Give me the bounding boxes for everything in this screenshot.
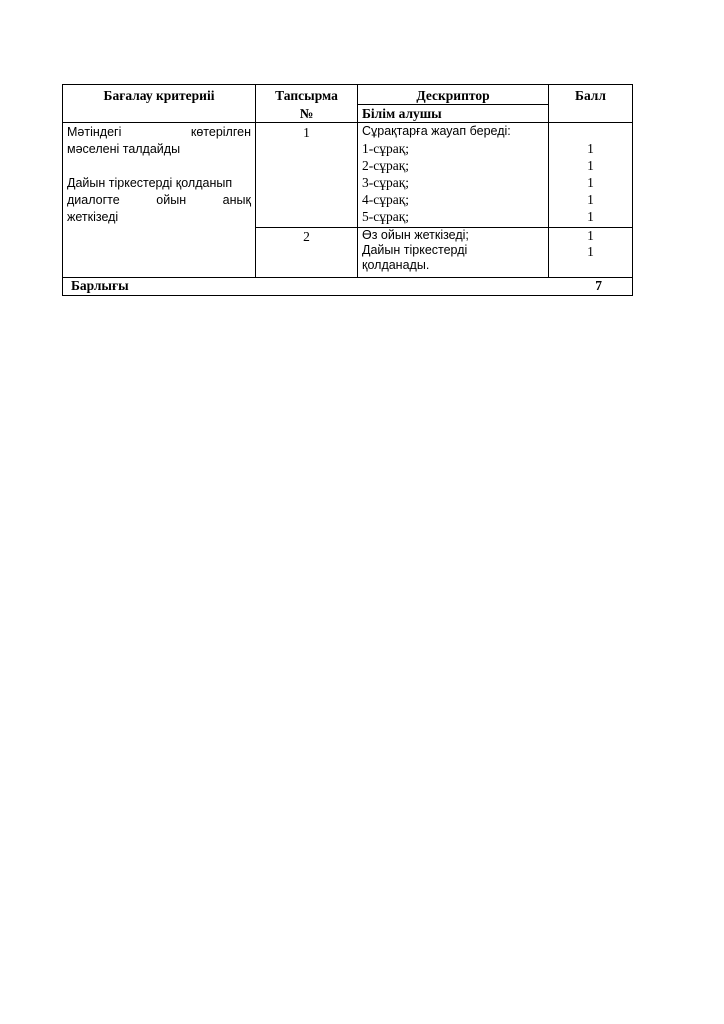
criterion-line: Дайын тіркестерді қолданып [67, 176, 233, 190]
score-value: 1 [587, 209, 594, 224]
task-number-cell: 1 [256, 123, 358, 228]
descriptor-item: Өз ойын жеткізеді; [362, 228, 469, 242]
total-label: Барлығы [71, 278, 129, 293]
score-header: Балл [549, 84, 633, 123]
score-value: 1 [587, 244, 594, 259]
score-value: 1 [587, 175, 594, 190]
task-number-cell: 2 [256, 228, 358, 278]
criterion-header: Бағалау критериіі [62, 84, 256, 123]
score-cell [549, 123, 633, 228]
descriptor-subheader: Білім алушы [358, 105, 549, 123]
descriptor-item: 1-сұрақ; [362, 141, 410, 156]
total-value: 7 [595, 278, 602, 293]
score-value: 1 [587, 192, 594, 207]
descriptor-item: 2-сұрақ; [362, 158, 410, 173]
descriptor-item: 5-сұрақ; [362, 209, 410, 224]
descriptor-item: Дайын тіркестерді [362, 243, 468, 257]
descriptor-intro: Сұрақтарға жауап береді: [362, 124, 511, 138]
criteria-cell [62, 123, 256, 278]
task-number-header: № [256, 105, 358, 123]
descriptor-cell [358, 123, 549, 228]
assessment-table [62, 84, 633, 296]
descriptor-item: 4-сұрақ; [362, 192, 410, 207]
descriptor-header: Дескриптор [358, 84, 549, 105]
descriptor-item: қолданады. [362, 258, 430, 272]
criterion-line: диалогте ойын анық [67, 193, 251, 207]
descriptor-item: 3-сұрақ; [362, 175, 410, 190]
criterion-line: жеткізеді [67, 210, 119, 224]
criterion-line: Мәтіндегі көтерілген [67, 125, 251, 139]
score-value: 1 [587, 228, 594, 243]
total-row [62, 278, 633, 296]
score-cell [549, 228, 633, 278]
criterion-line: мәселені талдайды [67, 142, 181, 156]
descriptor-cell [358, 228, 549, 278]
task-header: Тапсырма [256, 84, 358, 105]
score-value: 1 [587, 141, 594, 156]
score-value: 1 [587, 158, 594, 173]
